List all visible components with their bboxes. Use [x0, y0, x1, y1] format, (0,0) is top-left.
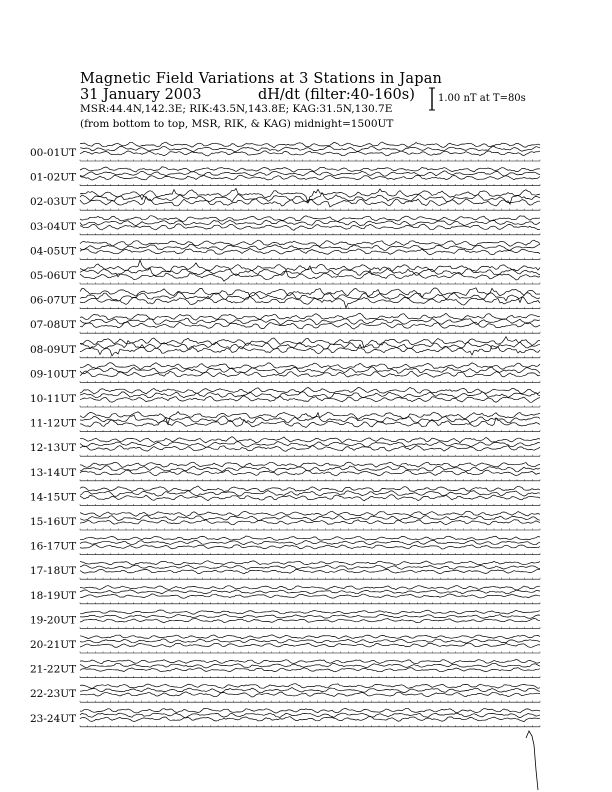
row-label: 03-04UT — [30, 220, 77, 233]
row-00-01UT — [30, 142, 540, 161]
row-14-15UT — [30, 486, 540, 506]
row-06-07UT — [30, 288, 540, 309]
trace-KAG — [80, 619, 540, 623]
trace-RIK — [80, 515, 540, 521]
row-label: 02-03UT — [30, 196, 77, 209]
trace-RIK — [80, 491, 540, 497]
row-02-03UT — [30, 188, 540, 210]
row-label: 18-19UT — [30, 589, 77, 602]
trace-KAG — [80, 692, 540, 697]
scale-bar — [429, 88, 435, 110]
trace-RIK — [80, 441, 540, 447]
trace-KAG — [80, 470, 540, 476]
row-label: 15-16UT — [30, 516, 77, 528]
trace-RIK — [80, 614, 540, 618]
row-10-11UT — [30, 387, 540, 407]
row-07-08UT — [30, 313, 540, 333]
row-label: 12-13UT — [30, 442, 77, 455]
trace-KAG — [80, 594, 540, 598]
trace-RIK — [80, 318, 540, 324]
row-label: 13-14UT — [30, 466, 77, 479]
trace-KAG — [80, 371, 540, 377]
row-label: 07-08UT — [30, 319, 77, 332]
trace-MSR — [80, 561, 540, 566]
row-23-24UT — [30, 708, 540, 727]
trace-RIK — [80, 565, 540, 569]
row-22-23UT — [30, 684, 540, 703]
row-label: 05-06UT — [30, 270, 77, 282]
trace-MSR — [80, 216, 540, 222]
trace-MSR — [80, 437, 540, 443]
row-20-21UT — [30, 635, 540, 653]
trace-RIK — [80, 220, 540, 226]
row-04-05UT — [30, 240, 540, 259]
trace-MSR — [80, 511, 540, 516]
trace-KAG — [80, 175, 540, 180]
row-05-06UT — [30, 260, 540, 284]
row-label: 06-07UT — [30, 294, 77, 307]
row-18-19UT — [30, 586, 540, 604]
trace-KAG — [80, 668, 540, 672]
row-label: 17-18UT — [30, 565, 77, 578]
trace-KAG — [80, 151, 540, 156]
row-08-09UT — [30, 337, 540, 358]
row-label: 11-12UT — [30, 417, 77, 430]
station-coordinates: MSR:44.4N,142.3E; RIK:43.5N,143.8E; KAG:31.5N,130.7E — [80, 103, 393, 115]
trace-KAG — [80, 545, 540, 549]
trace-KAG — [80, 643, 540, 647]
trace-KAG — [80, 716, 540, 722]
row-17-18UT — [30, 561, 540, 580]
row-03-04UT — [30, 216, 540, 235]
trace-MSR — [80, 486, 540, 492]
row-09-10UT — [30, 363, 540, 383]
row-label: 19-20UT — [30, 614, 77, 627]
row-21-22UT — [30, 660, 540, 678]
row-label: 21-22UT — [30, 663, 77, 676]
trace-MSR — [80, 288, 540, 298]
row-label: 10-11UT — [30, 393, 77, 405]
trace-RIK — [80, 663, 540, 668]
row-label: 16-17UT — [30, 540, 77, 553]
trace-KAG — [80, 569, 540, 574]
trace-MSR — [80, 660, 540, 664]
row-11-12UT — [30, 412, 540, 432]
chart-quantity: dH/dt (filter:40-160s) — [258, 87, 415, 103]
trace-RIK — [80, 466, 540, 472]
trace-RIK — [80, 244, 540, 250]
trace-RIK — [80, 639, 540, 643]
scale-bar-label: 1.00 nT at T=80s — [438, 93, 526, 104]
row-13-14UT — [30, 462, 540, 481]
trace-RIK — [80, 688, 540, 693]
row-12-13UT — [30, 437, 540, 457]
trace-MSR — [80, 684, 540, 689]
trace-MSR — [80, 635, 540, 639]
trace-KAG — [80, 495, 540, 501]
row-label: 09-10UT — [30, 368, 77, 381]
row-label: 20-21UT — [30, 639, 77, 651]
trace-RIK — [80, 146, 540, 151]
trace-RIK — [80, 590, 540, 594]
row-label: 04-05UT — [30, 245, 77, 258]
trace-KAG — [80, 296, 540, 308]
trace-RIK — [80, 367, 540, 374]
chart-date: 31 January 2003 — [80, 87, 202, 103]
row-16-17UT — [30, 536, 540, 555]
trace-RIK — [80, 540, 540, 545]
row-label: 22-23UT — [30, 688, 77, 701]
trace-KAG — [80, 322, 540, 329]
row-label: 14-15UT — [30, 491, 77, 504]
row-15-16UT — [30, 511, 540, 530]
trace-MSR — [80, 536, 540, 540]
trace-RIK — [80, 713, 540, 718]
magnetogram-rows — [30, 142, 540, 790]
chart-title: Magnetic Field Variations at 3 Stations in Japan — [80, 71, 443, 87]
trace-RIK — [80, 292, 540, 302]
trace-KAG — [80, 520, 540, 525]
row-label: 01-02UT — [30, 171, 77, 184]
row-label: 23-24UT — [30, 712, 77, 725]
trace-MSR — [80, 610, 540, 614]
trace-spike — [526, 731, 538, 790]
trace-order-note: (from bottom to top, MSR, RIK, & KAG) midnight=1500UT — [80, 118, 394, 130]
trace-MSR — [80, 142, 540, 148]
trace-RIK — [80, 266, 540, 277]
trace-MSR — [80, 387, 540, 394]
trace-RIK — [80, 171, 540, 176]
trace-RIK — [80, 193, 540, 205]
row-01-02UT — [30, 167, 540, 186]
trace-KAG — [80, 270, 540, 281]
row-label: 08-09UT — [30, 343, 77, 356]
row-19-20UT — [30, 610, 540, 628]
row-label: 00-01UT — [30, 147, 77, 159]
trace-MSR — [80, 363, 540, 370]
trace-MSR — [80, 708, 540, 713]
trace-MSR — [80, 462, 540, 467]
trace-MSR — [80, 586, 540, 590]
